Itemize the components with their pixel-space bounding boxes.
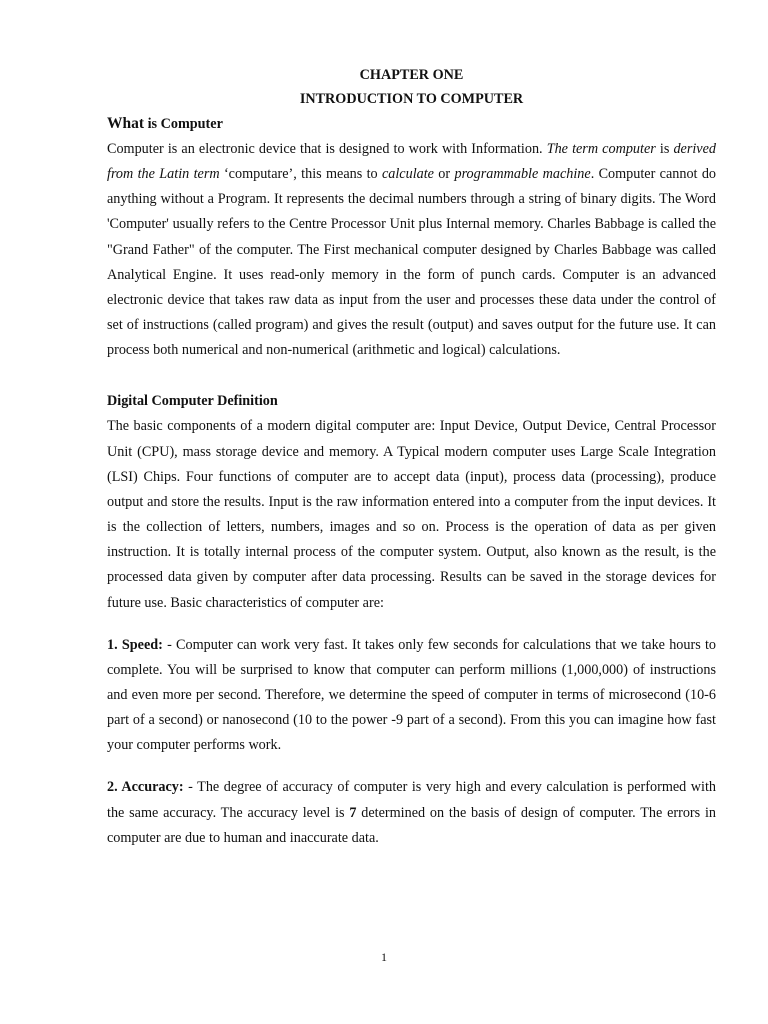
heading-word-what: What: [107, 115, 145, 132]
text-run: . Computer cannot do anything without a Program. It represents the decimal numbers through a string of binary digits. The Word 'Computer' usually refers to the Centre Processor Unit plus Internal memory. Charles Babbage is called the "Grand Father" of the computer. The First mechanical computer designed by Charles Babbage was called Analytical Engine. It uses read-only memory in the form of punch cards. Computer is an advanced electronic device that takes raw data as input from the user and processes these data under the control of set of instructions (called program) and gives the result (output) and saves output for the future use. It can process both numerical and non-numerical (arithmetic and logical) calculations.: [107, 166, 717, 359]
paragraph-accuracy: [107, 775, 716, 850]
spacer: [107, 363, 716, 388]
text-run: determined on the basis of design of computer. The errors in computer are due to human and inaccurate data.: [107, 804, 716, 846]
spacer: [107, 758, 716, 775]
italic-run: The term computer: [546, 141, 656, 157]
label-speed: 1. Speed:: [107, 636, 163, 653]
text-run: Computer is an electronic device that is designed to work with Information.: [107, 141, 547, 157]
chapter-number: CHAPTER ONE: [359, 67, 464, 83]
text-run: is: [655, 141, 674, 157]
paragraph-digital-computer: The basic components of a modern digital computer are: Input Device, Output Device, Central Processor Unit (CPU), mass storage device and memory. A Typical modern computer uses Large Scale Integration (LSI) Chips. Four functions of computer are to accept data (input), process data (processing), produce output and store the results. Input is the raw information entered into a computer from the input devices. It is the collection of letters, numbers, images and so on. Process is the operation of data as per given instruction. It is totally internal process of the computer system. Output, also known as the result, is the processed data given by computer after data processing. Results can be saved in the storage devices for future use. Basic characteristics of computer are:: [107, 418, 716, 611]
text-speed: - Computer can work very fast. It takes only few seconds for calculations that we take hours to complete. You will be surprised to know that computer can perform millions (1,000,000) of instructions and even more per second. Therefore, we determine the speed of computer in terms of microsecond (10-6 part of a second) or nanosecond (10 to the power -9 part of a second). From this you can imagine how fast your computer performs work.: [107, 636, 716, 754]
chapter-title: INTRODUCTION TO COMPUTER: [299, 91, 524, 107]
heading-rest: is Computer: [144, 116, 223, 132]
section-heading-digital-computer: Digital Computer Definition: [107, 393, 278, 410]
bold-run: 7: [349, 804, 357, 821]
italic-run: calculate: [381, 166, 434, 183]
section-heading-what-is-computer: [107, 111, 716, 137]
paragraph-speed: [107, 633, 716, 759]
paragraph-what-is-computer: [107, 137, 716, 363]
label-accuracy: 2. Accuracy:: [107, 779, 184, 796]
spacer: [107, 616, 716, 633]
page-number: 1: [381, 950, 387, 964]
text-run: - The degree of accuracy of computer is very high and every calculation is performed with the same accuracy. The accuracy level is: [107, 779, 717, 821]
italic-run: derived from the Latin term: [107, 141, 716, 183]
text-run: or: [433, 166, 455, 183]
text-run: ‘computare’, this means to: [219, 166, 382, 183]
italic-run: programmable machine: [454, 166, 591, 183]
